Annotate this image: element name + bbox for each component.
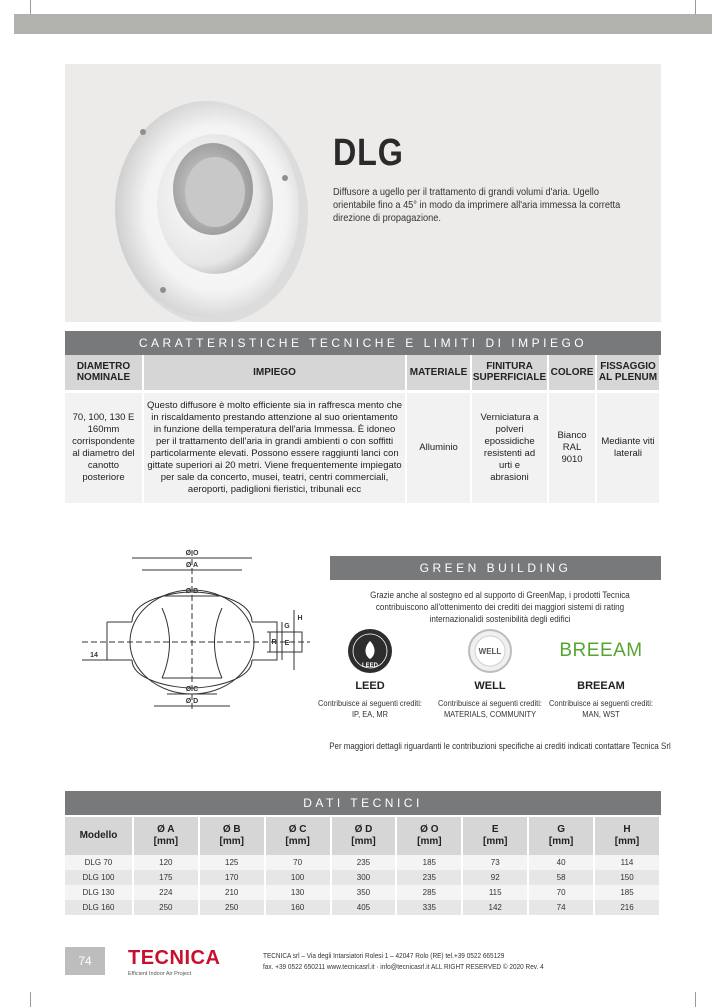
- table-row: [65, 900, 660, 915]
- specs-table: [65, 355, 661, 503]
- dati-tecnici-table: [65, 817, 661, 915]
- table-cell: 170: [199, 870, 265, 885]
- table-cell: 58: [528, 870, 594, 885]
- well-logo-icon: [467, 628, 513, 674]
- crop-mark: [695, 0, 696, 14]
- table-cell: 130: [265, 885, 331, 900]
- company-address: TECNICA srl – Via degli Intarsiatori Rolesi 1 – 42047 Rolo (RE) tel.+39 0522 665129: [263, 951, 505, 960]
- table-cell: 142: [462, 900, 528, 915]
- table-row: [65, 855, 660, 870]
- green-building-heading: GREEN BUILDING: [330, 556, 661, 580]
- brand-name: TECNICA: [128, 947, 221, 969]
- brand-tagline: Efficient Indoor Air Project: [128, 971, 192, 977]
- table-cell: 335: [396, 900, 462, 915]
- dim-label-r: R: [271, 639, 277, 646]
- dim-label-14: 14: [90, 652, 98, 659]
- dati-header-cell: Ø C [mm]: [265, 817, 331, 855]
- product-hero: [65, 64, 661, 322]
- svg-text:LEED: LEED: [361, 663, 379, 669]
- dati-header-row: [65, 817, 660, 855]
- dim-label-g: G: [284, 623, 290, 630]
- tecnica-logo: [128, 947, 238, 977]
- dati-header-cell: Ø B [mm]: [199, 817, 265, 855]
- dim-label-h: H: [297, 615, 303, 622]
- dati-header-cell: E [mm]: [462, 817, 528, 855]
- table-cell: 210: [199, 885, 265, 900]
- table-cell: DLG 160: [65, 900, 133, 915]
- page-number: 74: [65, 947, 105, 975]
- cert-leed-credits: Contribuisce ai seguenti crediti: IP, EA, MR: [318, 698, 422, 719]
- top-decor-bar: [14, 14, 712, 34]
- specs-heading: CARATTERISTICHE TECNICHE E LIMITI DI IMPIEGO: [65, 331, 661, 355]
- table-cell: 125: [199, 855, 265, 870]
- table-cell: 250: [133, 900, 199, 915]
- product-description: Diffusore a ugello per il trattamento di grandi volumi d'aria. Ugello orientabile fino a 45° in modo da imprimere all'aria immessa la corretta direzione di propagazione.: [333, 187, 621, 224]
- table-cell: 120: [133, 855, 199, 870]
- specs-finitura: Verniciatura a polveri epossidiche resistenti ad urti e abrasioni: [471, 391, 548, 503]
- cert-well-name: WELL: [474, 680, 506, 692]
- specs-header-diametro: DIAMETRO NOMINALE: [65, 355, 143, 391]
- specs-header-materiale: MATERIALE: [406, 355, 471, 391]
- specs-header-impiego: IMPIEGO: [143, 355, 406, 391]
- dim-label-o: Ø O: [185, 550, 199, 557]
- cert-breeam: [539, 628, 663, 720]
- dati-header-cell: H [mm]: [594, 817, 660, 855]
- table-cell: 350: [331, 885, 397, 900]
- table-cell: DLG 70: [65, 855, 133, 870]
- table-cell: 175: [133, 870, 199, 885]
- cert-leed-name: LEED: [355, 680, 385, 692]
- table-cell: 70: [528, 885, 594, 900]
- table-cell: 40: [528, 855, 594, 870]
- table-row: [65, 870, 660, 885]
- table-cell: 160: [265, 900, 331, 915]
- table-row: [65, 885, 660, 900]
- table-cell: 70: [265, 855, 331, 870]
- cert-well: [428, 628, 552, 720]
- table-cell: 285: [396, 885, 462, 900]
- specs-header-fissaggio: FISSAGGIO AL PLENUM: [596, 355, 660, 391]
- technical-drawing: [62, 540, 322, 720]
- dati-header-cell: Ø A [mm]: [133, 817, 199, 855]
- table-cell: 235: [396, 870, 462, 885]
- cert-breeam-name: BREEAM: [577, 680, 625, 692]
- table-cell: 92: [462, 870, 528, 885]
- table-cell: 100: [265, 870, 331, 885]
- dim-label-a: Ø A: [185, 562, 199, 569]
- leed-logo-icon: [347, 628, 393, 674]
- table-cell: 216: [594, 900, 660, 915]
- specs-header-colore: COLORE: [548, 355, 596, 391]
- cert-well-credits: Contribuisce ai seguenti crediti: MATERIALS, COMMUNITY: [438, 698, 542, 719]
- dati-header-cell: Ø O [mm]: [396, 817, 462, 855]
- green-building-intro: Grazie anche al sostegno ed al supporto di GreenMap, i prodotti Tecnica contribuiscono all'ottenimento dei crediti dei maggiori sistemi di rating internazionalidi sostenibilità degli edifici: [370, 590, 630, 624]
- diffuser-photo: [65, 64, 315, 322]
- table-cell: 185: [396, 855, 462, 870]
- cert-leed: [308, 628, 432, 720]
- specs-materiale: Alluminio: [406, 391, 471, 503]
- cert-breeam-credits: Contribuisce ai seguenti crediti: MAN, WST: [549, 698, 653, 719]
- table-cell: 235: [331, 855, 397, 870]
- table-cell: DLG 130: [65, 885, 133, 900]
- table-cell: 300: [331, 870, 397, 885]
- dim-label-e: E: [284, 640, 290, 647]
- table-cell: 73: [462, 855, 528, 870]
- dim-label-b: Ø B: [185, 588, 199, 595]
- table-cell: 405: [331, 900, 397, 915]
- specs-colore: Bianco RAL 9010: [548, 391, 596, 503]
- dim-label-d: Ø D: [185, 698, 199, 705]
- table-cell: 74: [528, 900, 594, 915]
- dati-header-cell: Modello: [65, 817, 133, 855]
- dati-tecnici-heading: DATI TECNICI: [65, 791, 661, 815]
- company-info: [263, 950, 544, 972]
- breeam-logo-icon: BREEAM: [559, 640, 643, 661]
- table-cell: 115: [462, 885, 528, 900]
- table-cell: 114: [594, 855, 660, 870]
- specs-fissaggio: Mediante viti laterali: [596, 391, 660, 503]
- specs-impiego: Questo diffusore è molto efficiente sia in raffresca mento che in riscaldamento prestando attenzione al suo orientamento in funzione della temperatura dell'aria Immessa. È idoneo per il trattamento dell'aria in grandi ambienti o con soffitti particolarmente elevati. Possono essere raggiunti lanci con gittate superiori ai 20 metri. Viene frequentemente impiegato per sale da concerto, musei, teatri, centri commerciali, aeroporti, padiglioni fieristici, tribunali ecc: [143, 391, 406, 503]
- table-cell: 185: [594, 885, 660, 900]
- table-cell: 150: [594, 870, 660, 885]
- product-title: DLG: [333, 132, 404, 174]
- table-cell: DLG 100: [65, 870, 133, 885]
- crop-mark: [695, 992, 696, 1007]
- dati-header-cell: G [mm]: [528, 817, 594, 855]
- crop-mark: [30, 992, 31, 1007]
- svg-text:WELL: WELL: [478, 647, 502, 656]
- specs-diametro: 70, 100, 130 E 160mm corrispondente al diametro del canotto posteriore: [65, 391, 143, 503]
- table-cell: 224: [133, 885, 199, 900]
- dati-header-cell: Ø D [mm]: [331, 817, 397, 855]
- crop-mark: [30, 0, 31, 14]
- company-contacts: fax. +39 0522 650211 www.tecnicasrl.it · info@tecnicasrl.it ALL RIGHT RESERVED © 2020 Rev. 4: [263, 962, 544, 971]
- specs-header-finitura: FINITURA SUPERFICIALE: [471, 355, 548, 391]
- green-building-footnote: Per maggiori dettagli riguardanti le contribuzioni specifiche ai crediti indicati contattare Tecnica Srl: [329, 741, 671, 751]
- dim-label-c: Ø C: [185, 686, 199, 693]
- table-cell: 250: [199, 900, 265, 915]
